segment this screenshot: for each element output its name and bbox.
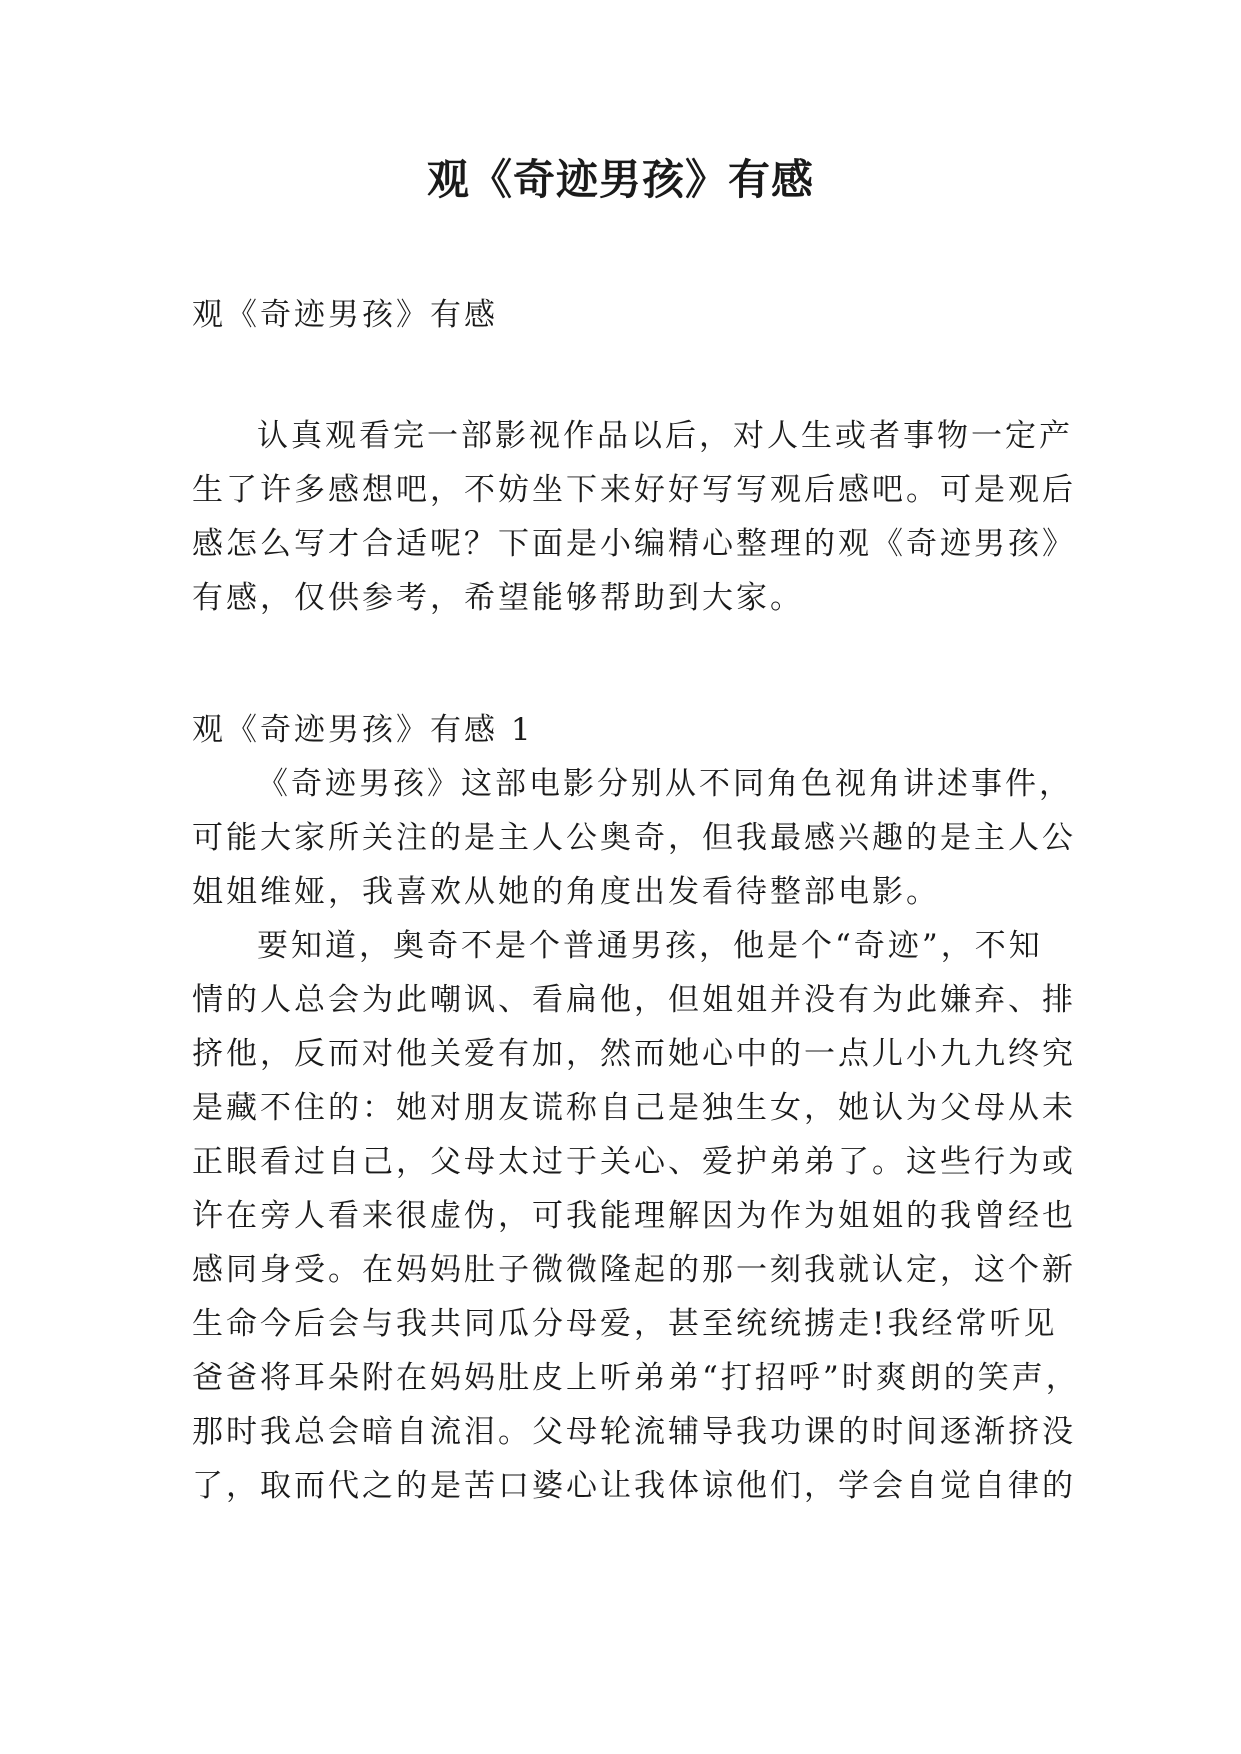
paragraph2-line: 生命今后会与我共同瓜分母爱，甚至统统掳走!我经常听见 <box>192 1306 1058 1342</box>
paragraph2-line: 要知道，奥奇不是个普通男孩，他是个“奇迹”，不知 <box>257 928 1043 964</box>
paragraph2-line: 感同身受。在妈妈肚子微微隆起的那一刻我就认定，这个新 <box>192 1252 1076 1288</box>
subtitle-line: 观《奇迹男孩》有感 <box>192 297 498 333</box>
paragraph2-line: 许在旁人看来很虚伪，可我能理解因为作为姐姐的我曾经也 <box>192 1198 1076 1234</box>
intro-line: 感怎么写才合适呢？下面是小编精心整理的观《奇迹男孩》 <box>192 526 1076 562</box>
section-heading <box>192 703 1062 757</box>
paragraph2-line: 是藏不住的：她对朋友谎称自己是独生女，她认为父母从未 <box>192 1090 1076 1126</box>
paragraph1-line: 姐姐维娅，我喜欢从她的角度出发看待整部电影。 <box>192 874 940 910</box>
paragraph2-line: 正眼看过自己，父母太过于关心、爱护弟弟了。这些行为或 <box>192 1144 1076 1180</box>
paragraph2-line: 爸爸将耳朵附在妈妈肚皮上听弟弟“打招呼”时爽朗的笑声， <box>192 1360 1080 1396</box>
intro-line: 认真观看完一部影视作品以后，对人生或者事物一定产 <box>257 418 1073 454</box>
section-body <box>192 757 1080 1513</box>
document-title: 观《奇迹男孩》有感 <box>426 155 814 204</box>
paragraph1-line: 可能大家所关注的是主人公奥奇，但我最感兴趣的是主人公 <box>192 820 1076 856</box>
intro-line: 有感，仅供参考，希望能够帮助到大家。 <box>192 580 804 616</box>
paragraph2-line: 了，取而代之的是苦口婆心让我体谅他们，学会自觉自律的 <box>192 1468 1076 1504</box>
paragraph2-line: 挤他，反而对他关爱有加，然而她心中的一点儿小九九终究 <box>192 1036 1076 1072</box>
paragraph2-line: 那时我总会暗自流泪。父母轮流辅导我功课的时间逐渐挤没 <box>192 1414 1076 1450</box>
intro-paragraph <box>192 409 1076 625</box>
section-heading-line: 观《奇迹男孩》有感 1 <box>192 712 534 748</box>
intro-line: 生了许多感想吧，不妨坐下来好好写写观后感吧。可是观后 <box>192 472 1076 508</box>
paragraph1-line: 《奇迹男孩》这部电影分别从不同角色视角讲述事件， <box>257 766 1073 802</box>
document-subtitle <box>192 288 1062 342</box>
paragraph2-line: 情的人总会为此嘲讽、看扁他，但姐姐并没有为此嫌弃、排 <box>192 982 1076 1018</box>
